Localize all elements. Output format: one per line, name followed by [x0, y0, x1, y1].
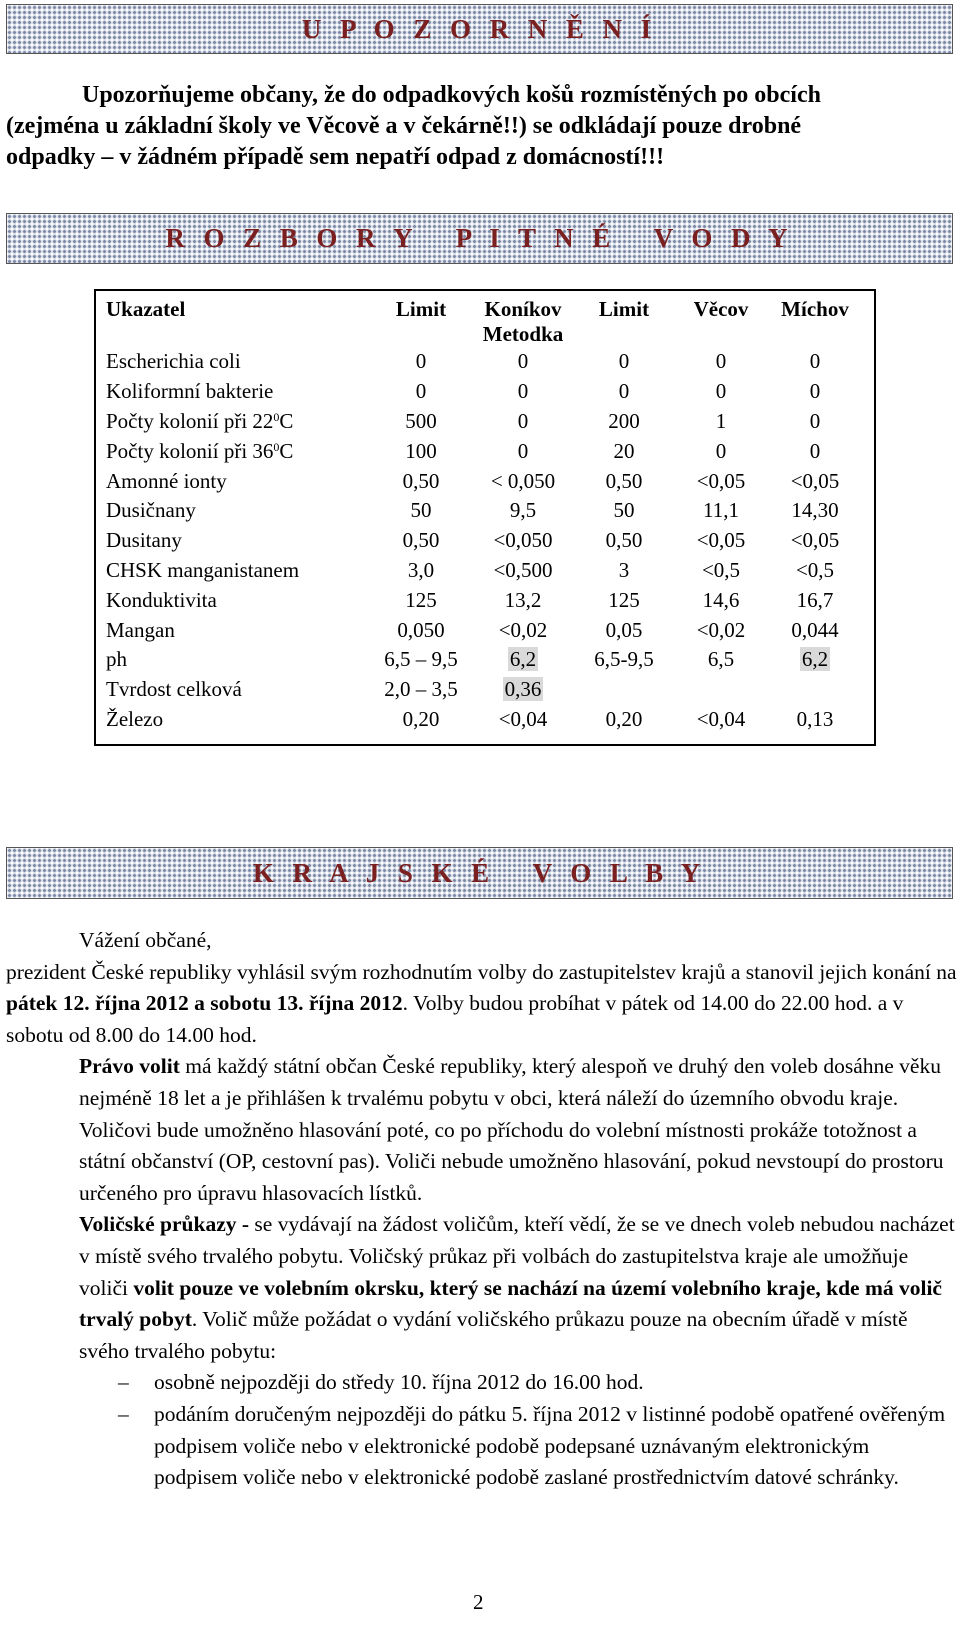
cell-vecov	[675, 466, 767, 496]
cell-limit1	[369, 645, 473, 675]
cell-value: 3,0	[407, 557, 435, 582]
cell-value: 0,05	[605, 617, 643, 642]
cell-limit1	[369, 436, 473, 466]
parameter-label: Mangan	[106, 617, 175, 642]
parameter-label: Počty kolonií při 22	[106, 408, 274, 433]
cell-konikov	[473, 496, 573, 526]
parameter-label: Amonné ionty	[106, 468, 227, 493]
cell-value: 125	[405, 587, 437, 612]
cell-michov	[767, 556, 863, 586]
cell-value: 0	[415, 379, 427, 404]
cell-michov	[767, 436, 863, 466]
cell-value: 6,2	[801, 647, 829, 672]
cell-limit2	[573, 526, 675, 556]
cell-value: 0,36	[504, 677, 542, 702]
parameter-label: Escherichia coli	[106, 349, 241, 374]
cell-value: 2,0 – 3,5	[384, 677, 458, 702]
cell-value: 0,20	[402, 706, 440, 731]
cell-michov	[767, 705, 863, 735]
cell-konikov	[473, 526, 573, 556]
text-run: se vydávají na žádost voličům, kteří vědí, že se ve dnech voleb nebudou nacházet v místě svého trvalého pobytu. Voličský průkaz při volbách do zastupitelstva kraje ale umožňuje voliči	[79, 1212, 955, 1300]
cell-limit2	[573, 675, 675, 705]
list-item	[6, 1399, 958, 1494]
cell-value: <0,500	[493, 557, 553, 582]
table-row	[106, 436, 863, 466]
cell-limit1	[369, 377, 473, 407]
cell-value: 14,30	[791, 498, 839, 523]
table-row	[106, 705, 863, 735]
text-run: prezident České republiky vyhlásil svým rozhodnutím volby do zastupitelstev krajů a stanovil jejich konání na	[6, 959, 957, 984]
cell-value: 0,044	[791, 617, 839, 642]
parameter-label: Koliformní bakterie	[106, 379, 274, 404]
voter-card-request-list	[6, 1367, 958, 1493]
cell-limit2	[573, 705, 675, 735]
cell-value: <0,04	[696, 706, 746, 731]
col-header-konikov-sub: Metodka	[482, 322, 564, 346]
cell-limit1	[369, 705, 473, 735]
cell-limit2	[573, 466, 675, 496]
cell-value: 0,50	[402, 468, 440, 493]
cell-limit2	[573, 436, 675, 466]
cell-value: 500	[405, 408, 437, 433]
cell-value: 0,50	[605, 468, 643, 493]
cell-value: 6,5-9,5	[594, 647, 654, 672]
parameter-label: Dusitany	[106, 528, 182, 553]
cell-limit2	[573, 496, 675, 526]
cell-value: <0,5	[795, 557, 835, 582]
cell-konikov	[473, 347, 573, 377]
cell-value: 11,1	[703, 498, 739, 523]
dash-bullet: –	[118, 1401, 129, 1426]
table-row	[106, 377, 863, 407]
cell-vecov	[675, 436, 767, 466]
cell-vecov	[675, 407, 767, 437]
parameter-name	[106, 496, 369, 526]
notice-line: (zejména u základní školy ve Věcově a v čekárně!!) se odkládají pouze drobné	[6, 113, 802, 139]
table-row	[106, 496, 863, 526]
cell-value: <0,05	[696, 468, 746, 493]
cell-value: 100	[405, 438, 437, 463]
cell-value: 14,6	[702, 587, 740, 612]
cell-value: 6,2	[509, 647, 537, 672]
cell-value: 50	[410, 498, 432, 523]
parameter-name	[106, 645, 369, 675]
list-item	[6, 1367, 958, 1399]
degree-superscript: 0	[273, 439, 280, 454]
cell-value: 0	[517, 438, 529, 463]
parameter-name	[106, 466, 369, 496]
cell-limit1	[369, 466, 473, 496]
cell-michov	[767, 407, 863, 437]
cell-value: 0	[517, 349, 529, 374]
cell-value: 0	[809, 408, 821, 433]
cell-konikov	[473, 615, 573, 645]
table-header-row	[106, 297, 863, 347]
cell-michov	[767, 466, 863, 496]
cell-value: 0,13	[796, 706, 834, 731]
cell-vecov	[675, 526, 767, 556]
cell-konikov	[473, 585, 573, 615]
cell-michov	[767, 615, 863, 645]
cell-vecov	[675, 615, 767, 645]
parameter-name	[106, 347, 369, 377]
cell-konikov	[473, 377, 573, 407]
table-row	[106, 347, 863, 377]
cell-vecov	[675, 377, 767, 407]
election-paragraph-right-to-vote	[6, 1051, 958, 1114]
table-row	[106, 556, 863, 586]
parameter-name	[106, 585, 369, 615]
cell-michov	[767, 496, 863, 526]
cell-vecov	[675, 705, 767, 735]
election-text	[6, 925, 958, 1494]
rozbory-heading: R O Z B O R Y P I T N É V O D Y	[165, 223, 794, 253]
cell-value: <0,05	[696, 528, 746, 553]
water-table-body	[106, 347, 863, 734]
cell-value: 0	[715, 379, 727, 404]
cell-value: <0,05	[790, 468, 840, 493]
cell-limit2	[573, 407, 675, 437]
cell-value: 125	[608, 587, 640, 612]
cell-vecov	[675, 645, 767, 675]
cell-limit2	[573, 347, 675, 377]
cell-konikov	[473, 705, 573, 735]
cell-value: 50	[613, 498, 635, 523]
cell-konikov	[473, 645, 573, 675]
list-item-text: podáním doručeným nejpozději do pátku 5. října 2012 v listinné podobě opatřené ověřeným podpisem voliče nebo v elektronické podobě podepsané uznávaným elektronickým podpisem voliče nebo v elektronické podobě zaslané prostřednictvím datové schránky.	[154, 1401, 946, 1490]
cell-value: 0	[517, 379, 529, 404]
list-item-text: osobně nejpozději do středy 10. října 2012 do 16.00 hod.	[154, 1370, 644, 1395]
cell-value: 0	[618, 379, 630, 404]
cell-michov	[767, 585, 863, 615]
parameter-name	[106, 377, 369, 407]
cell-limit1	[369, 556, 473, 586]
parameter-name	[106, 556, 369, 586]
cell-value: 13,2	[504, 587, 542, 612]
cell-value: 0	[618, 349, 630, 374]
cell-limit1	[369, 347, 473, 377]
parameter-name	[106, 407, 369, 437]
parameter-label: Dusičnany	[106, 498, 196, 523]
right-to-vote-term: Právo volit	[79, 1054, 180, 1079]
cell-vecov	[675, 675, 767, 705]
cell-limit2	[573, 556, 675, 586]
cell-value: 0	[715, 438, 727, 463]
cell-value: <0,05	[790, 528, 840, 553]
rozbory-banner	[6, 213, 953, 264]
table-row	[106, 407, 863, 437]
degree-superscript: 0	[273, 409, 280, 424]
cell-michov	[767, 377, 863, 407]
parameter-name	[106, 436, 369, 466]
notice-line: odpadky – v žádném případě sem nepatří odpad z domácností!!!	[6, 144, 665, 170]
cell-value: 0	[415, 349, 427, 374]
cell-limit1	[369, 407, 473, 437]
cell-limit2	[573, 377, 675, 407]
cell-value: 200	[608, 408, 640, 433]
voter-cards-restriction: volit pouze ve volebním okrsku, který se nachází na území volebního kraje, kde má volič trvalý pobyt	[79, 1275, 942, 1332]
table-row	[106, 615, 863, 645]
cell-value: < 0,050	[490, 468, 556, 493]
cell-value: <0,5	[701, 557, 741, 582]
parameter-label: ph	[106, 647, 127, 672]
cell-vecov	[675, 585, 767, 615]
cell-value: 6,5 – 9,5	[384, 647, 458, 672]
col-header-konikov-name: Koníkov	[484, 297, 562, 321]
cell-konikov	[473, 436, 573, 466]
election-paragraph-identity: Voličovi bude umožněno hlasování poté, co po příchodu do volební místnosti prokáže totožnost a státní občanství (OP, cestovní pas). Voliči nebude umožněno hlasování, pokud nevstoupí do prostoru určeného pro úpravu hlasovacích lístků.	[79, 1117, 944, 1205]
waste-notice	[6, 80, 941, 173]
cell-value: <0,050	[493, 528, 553, 553]
cell-value: 0,50	[402, 528, 440, 553]
parameter-name	[106, 615, 369, 645]
parameter-label: Počty kolonií při 36	[106, 438, 274, 463]
cell-value: 6,5	[707, 647, 735, 672]
cell-vecov	[675, 347, 767, 377]
cell-limit1	[369, 615, 473, 645]
cell-limit1	[369, 585, 473, 615]
unit-suffix: C	[279, 438, 294, 463]
water-analysis-box	[94, 289, 876, 746]
water-analysis-table	[106, 297, 863, 734]
cell-value: <0,02	[696, 617, 746, 642]
election-paragraph-voter-cards	[6, 1209, 958, 1367]
table-row	[106, 526, 863, 556]
cell-value: 0	[517, 408, 529, 433]
election-dates: pátek 12. října 2012 a sobotu 13. října 2012	[6, 991, 403, 1016]
cell-michov	[767, 526, 863, 556]
col-header-limit: Limit	[395, 297, 447, 321]
parameter-name	[106, 705, 369, 735]
cell-value: <0,04	[498, 706, 548, 731]
cell-value: 20	[613, 438, 635, 463]
cell-limit2	[573, 645, 675, 675]
cell-limit1	[369, 675, 473, 705]
parameter-name	[106, 526, 369, 556]
parameter-label: Konduktivita	[106, 587, 217, 612]
cell-value: 1	[715, 408, 727, 433]
cell-value: 9,5	[509, 498, 537, 523]
col-header-limit-2: Limit	[598, 297, 650, 321]
table-row	[106, 675, 863, 705]
volby-heading: K R A J S K É V O L B Y	[252, 857, 707, 888]
cell-value: 0	[809, 349, 821, 374]
table-row	[106, 585, 863, 615]
cell-michov	[767, 645, 863, 675]
notice-line: Upozorňujeme občany, že do odpadkových košů rozmístěných po obcích	[82, 82, 821, 108]
parameter-label: Železo	[106, 706, 164, 731]
table-row	[106, 466, 863, 496]
cell-value: 3	[618, 557, 630, 582]
cell-value: 0,050	[397, 617, 445, 642]
parameter-label: CHSK manganistanem	[106, 557, 300, 582]
cell-vecov	[675, 496, 767, 526]
cell-konikov	[473, 675, 573, 705]
election-paragraph-dates	[6, 957, 958, 1052]
cell-value: <0,02	[498, 617, 548, 642]
cell-konikov	[473, 556, 573, 586]
cell-michov	[767, 675, 863, 705]
page-number: 2	[473, 1590, 484, 1614]
cell-value: 0,20	[605, 706, 643, 731]
cell-value: 16,7	[796, 587, 834, 612]
upozorneni-heading: U P O Z O R N Ě N Í	[301, 13, 658, 44]
cell-konikov	[473, 466, 573, 496]
text-run: . Volič může požádat o vydání voličského průkazu pouze na obecním úřadě v místě svého trvalého pobytu:	[79, 1307, 908, 1363]
dash-bullet: –	[118, 1370, 129, 1395]
volby-banner	[6, 847, 953, 899]
cell-value: 0	[809, 379, 821, 404]
cell-limit2	[573, 615, 675, 645]
unit-suffix: C	[279, 408, 294, 433]
upozorneni-banner	[6, 4, 953, 54]
cell-michov	[767, 347, 863, 377]
parameter-label: Tvrdost celková	[106, 677, 242, 702]
voter-cards-term: Voličské průkazy -	[79, 1212, 250, 1237]
election-greeting: Vážení občané,	[79, 928, 212, 952]
col-header-konikov	[473, 297, 573, 347]
parameter-name	[106, 675, 369, 705]
table-row	[106, 645, 863, 675]
cell-value: 0	[715, 349, 727, 374]
col-header-vecov: Věcov	[693, 297, 749, 321]
cell-value: 0,50	[605, 528, 643, 553]
cell-vecov	[675, 556, 767, 586]
text-run: má každý státní občan České republiky, který alespoň ve druhý den voleb dosáhne věku nejméně 18 let a je přihlášen k trvalému pobytu v obci, která náleží do územního obvodu kraje.	[79, 1054, 941, 1110]
col-header-ukazatel: Ukazatel	[106, 297, 186, 321]
cell-limit1	[369, 526, 473, 556]
cell-konikov	[473, 407, 573, 437]
text-run: . Volby budou probíhat v pátek od 14.00 do 22.00 hod. a v sobotu od 8.00 do 14.00 hod.	[6, 991, 904, 1047]
cell-value: 0	[809, 438, 821, 463]
cell-limit1	[369, 496, 473, 526]
col-header-michov: Míchov	[781, 297, 849, 321]
cell-limit2	[573, 585, 675, 615]
